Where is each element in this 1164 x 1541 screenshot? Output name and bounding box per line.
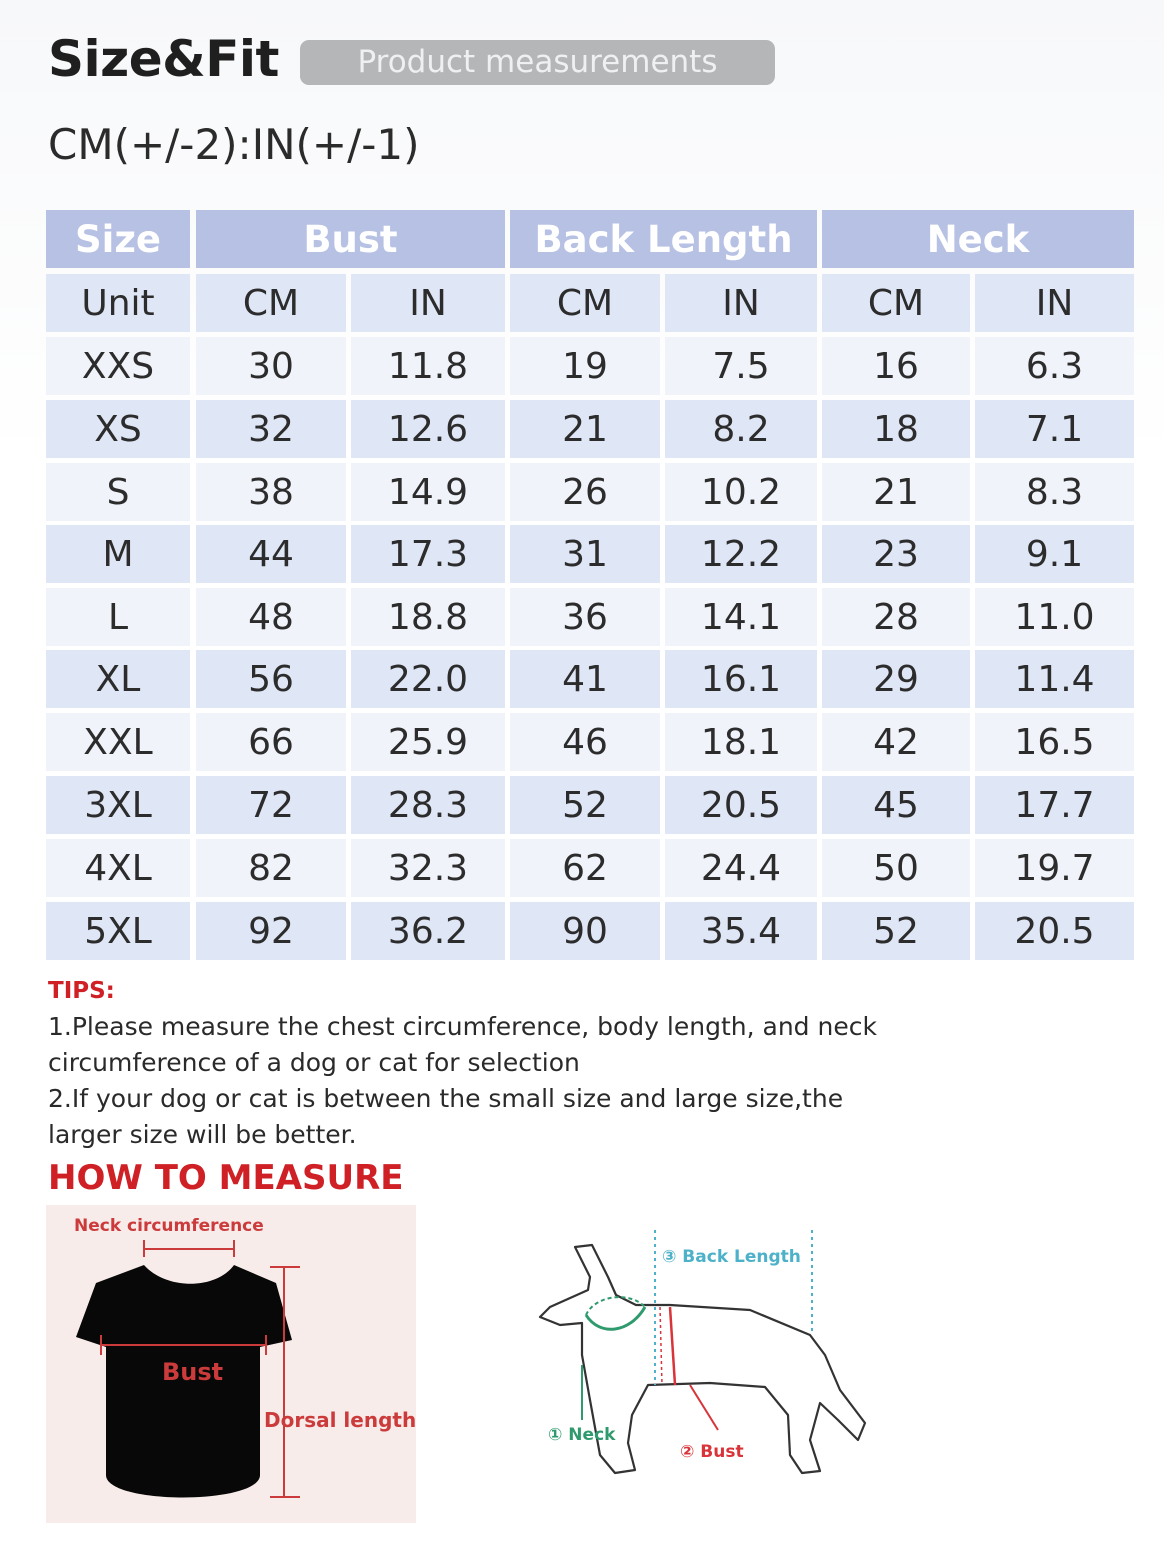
table-cell: 20.5 <box>975 902 1134 960</box>
table-cell: 21 <box>822 463 970 521</box>
table-cell: 11.8 <box>351 337 505 395</box>
bust-label-dog: ② Bust <box>680 1442 744 1462</box>
table-cell: 24.4 <box>665 839 817 897</box>
unit-cell: IN <box>665 274 817 332</box>
table-cell: 28 <box>822 588 970 646</box>
table-cell: 35.4 <box>665 902 817 960</box>
table-cell: 14.1 <box>665 588 817 646</box>
table-cell: 20.5 <box>665 776 817 834</box>
table-cell: 44 <box>196 525 346 583</box>
tip-1-line-1: 1.Please measure the chest circumference, body length, and neck <box>48 1012 877 1041</box>
size-label-cell: S <box>46 463 190 521</box>
table-cell: 18 <box>822 400 970 458</box>
table-cell: 29 <box>822 650 970 708</box>
table-cell: 11.0 <box>975 588 1134 646</box>
tolerance-note: CM(+/-2):IN(+/-1) <box>48 120 420 169</box>
size-label-cell: 3XL <box>46 776 190 834</box>
bust-label: Bust <box>162 1358 224 1386</box>
bust-ring <box>670 1307 675 1385</box>
table-cell: 30 <box>196 337 346 395</box>
table-cell: 9.1 <box>975 525 1134 583</box>
bust-ring-back <box>660 1307 662 1385</box>
table-cell: 45 <box>822 776 970 834</box>
unit-cell: CM <box>196 274 346 332</box>
table-cell: 52 <box>510 776 660 834</box>
dog-measure-illustration <box>520 1215 880 1515</box>
table-cell: 41 <box>510 650 660 708</box>
column-group-header: Bust <box>196 210 505 268</box>
table-cell: 6.3 <box>975 337 1134 395</box>
table-cell: 36 <box>510 588 660 646</box>
table-cell: 18.8 <box>351 588 505 646</box>
table-cell: 22.0 <box>351 650 505 708</box>
tip-2-line-2: larger size will be better. <box>48 1120 357 1149</box>
table-cell: 16.5 <box>975 713 1134 771</box>
table-cell: 26 <box>510 463 660 521</box>
table-cell: 25.9 <box>351 713 505 771</box>
unit-label-cell: Unit <box>46 274 190 332</box>
unit-cell: CM <box>510 274 660 332</box>
back-length-label: ③ Back Length <box>662 1247 801 1267</box>
table-cell: 8.2 <box>665 400 817 458</box>
table-cell: 17.7 <box>975 776 1134 834</box>
size-label-cell: 4XL <box>46 839 190 897</box>
table-cell: 46 <box>510 713 660 771</box>
page-title: Size&Fit <box>48 30 279 88</box>
dorsal-length-label: Dorsal length <box>264 1408 416 1432</box>
table-cell: 21 <box>510 400 660 458</box>
size-label-cell: XS <box>46 400 190 458</box>
size-label-cell: XXS <box>46 337 190 395</box>
table-cell: 16 <box>822 337 970 395</box>
table-cell: 52 <box>822 902 970 960</box>
table-cell: 14.9 <box>351 463 505 521</box>
unit-cell: CM <box>822 274 970 332</box>
table-cell: 19 <box>510 337 660 395</box>
table-cell: 72 <box>196 776 346 834</box>
table-cell: 17.3 <box>351 525 505 583</box>
table-cell: 32 <box>196 400 346 458</box>
unit-cell: IN <box>975 274 1134 332</box>
table-cell: 7.5 <box>665 337 817 395</box>
table-cell: 11.4 <box>975 650 1134 708</box>
neck-ring <box>586 1307 645 1329</box>
table-cell: 50 <box>822 839 970 897</box>
table-cell: 7.1 <box>975 400 1134 458</box>
table-cell: 42 <box>822 713 970 771</box>
table-cell: 38 <box>196 463 346 521</box>
shirt-diagram <box>46 1205 416 1523</box>
neck-label: ① Neck <box>548 1425 616 1445</box>
column-group-header: Size <box>46 210 190 268</box>
table-cell: 36.2 <box>351 902 505 960</box>
size-label-cell: 5XL <box>46 902 190 960</box>
table-cell: 28.3 <box>351 776 505 834</box>
column-group-header: Neck <box>822 210 1134 268</box>
table-cell: 19.7 <box>975 839 1134 897</box>
unit-cell: IN <box>351 274 505 332</box>
table-cell: 12.6 <box>351 400 505 458</box>
table-cell: 23 <box>822 525 970 583</box>
size-chart-table <box>46 210 1134 960</box>
size-label-cell: L <box>46 588 190 646</box>
table-cell: 56 <box>196 650 346 708</box>
table-cell: 62 <box>510 839 660 897</box>
dog-diagram <box>520 1215 880 1515</box>
table-cell: 90 <box>510 902 660 960</box>
how-to-measure-heading: HOW TO MEASURE <box>48 1158 404 1198</box>
tips-heading: TIPS: <box>48 978 115 1004</box>
table-cell: 92 <box>196 902 346 960</box>
tip-2-line-1: 2.If your dog or cat is between the small size and large size,the <box>48 1084 844 1113</box>
table-cell: 48 <box>196 588 346 646</box>
table-cell: 18.1 <box>665 713 817 771</box>
table-cell: 16.1 <box>665 650 817 708</box>
size-label-cell: M <box>46 525 190 583</box>
table-cell: 66 <box>196 713 346 771</box>
table-cell: 8.3 <box>975 463 1134 521</box>
table-cell: 10.2 <box>665 463 817 521</box>
column-group-header: Back Length <box>510 210 817 268</box>
table-cell: 31 <box>510 525 660 583</box>
table-cell: 12.2 <box>665 525 817 583</box>
size-label-cell: XXL <box>46 713 190 771</box>
table-cell: 32.3 <box>351 839 505 897</box>
tip-1-line-2: circumference of a dog or cat for selection <box>48 1048 580 1077</box>
shirt-measure-illustration <box>46 1205 416 1523</box>
bust-pointer <box>690 1385 718 1430</box>
size-label-cell: XL <box>46 650 190 708</box>
neck-circumference-label: Neck circumference <box>74 1216 264 1236</box>
table-cell: 82 <box>196 839 346 897</box>
product-measurements-badge: Product measurements <box>300 40 775 85</box>
